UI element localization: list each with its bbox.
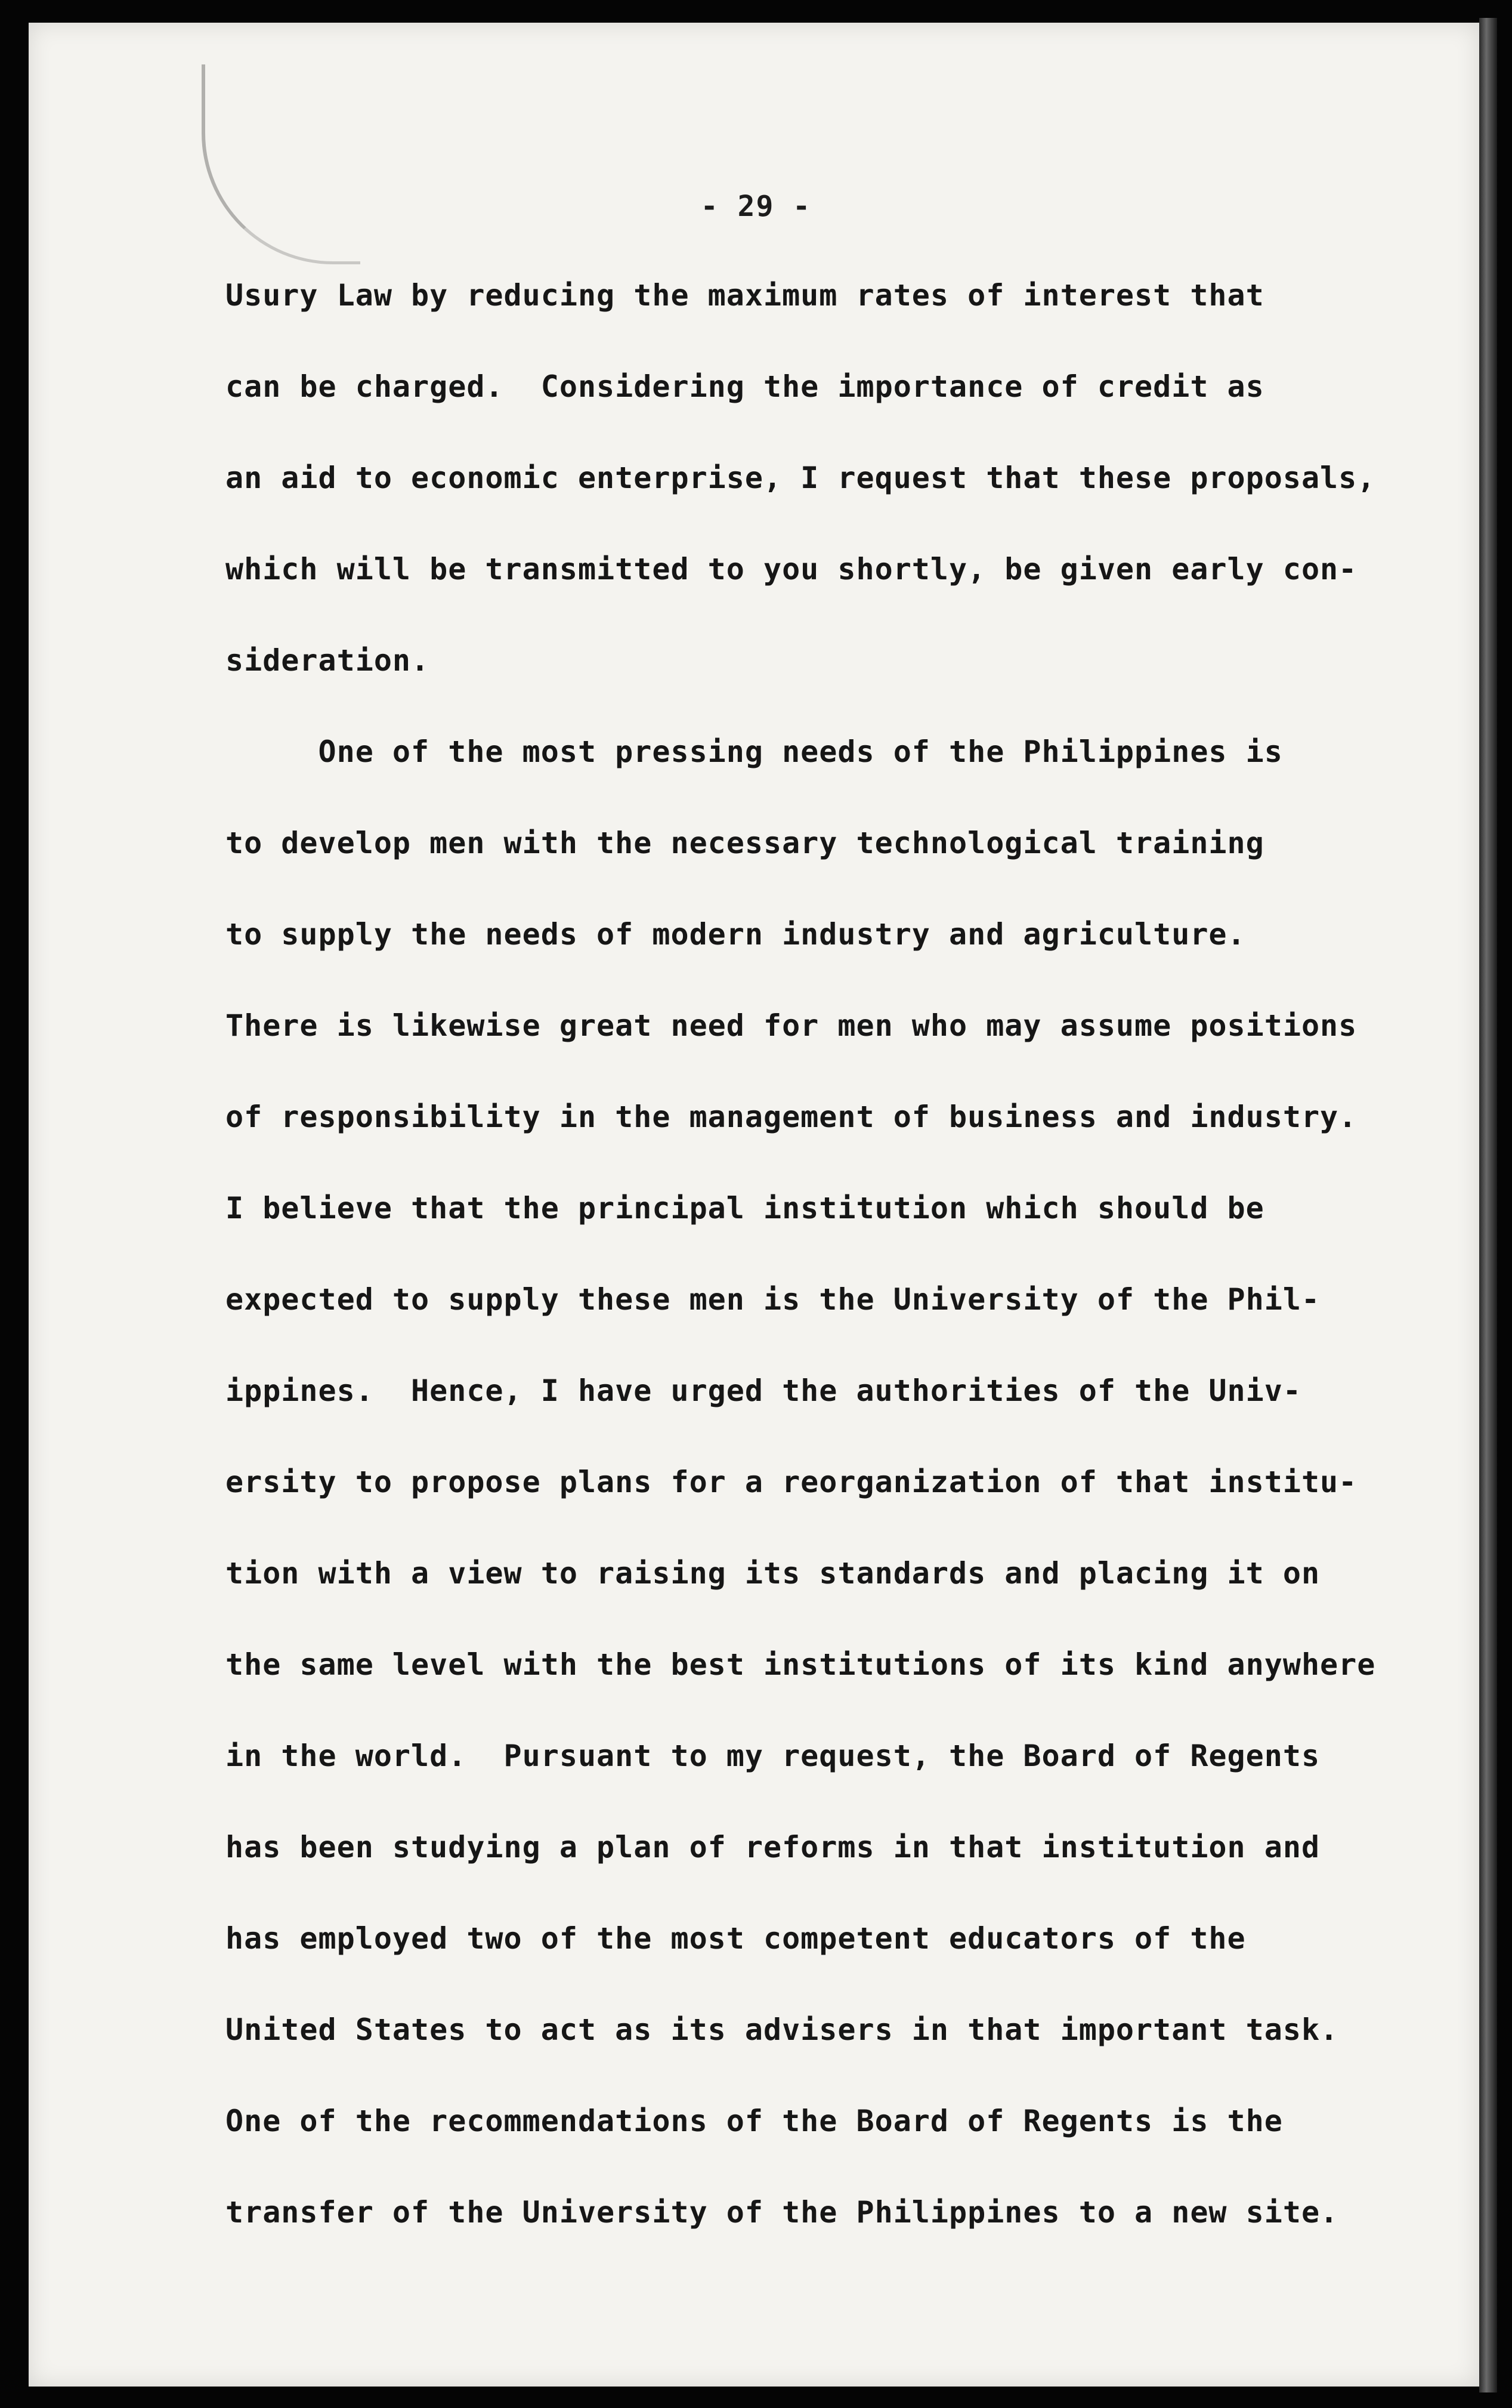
- text-line: of responsibility in the management of business and industry.: [225, 1100, 1358, 1134]
- page-edge: [1479, 18, 1497, 2392]
- text-line: has been studying a plan of reforms in that institution and: [225, 1830, 1321, 1864]
- page-smudge: [202, 64, 360, 264]
- text-line: can be charged. Considering the importance of credit as: [225, 369, 1264, 404]
- text-line: There is likewise great need for men who may assume positions: [225, 1008, 1358, 1043]
- text-line: ersity to propose plans for a reorganization of that institu-: [225, 1465, 1358, 1499]
- text-line: transfer of the University of the Philippines to a new site.: [225, 2195, 1339, 2230]
- text-line: has employed two of the most competent educators of the: [225, 1921, 1246, 1956]
- text-line: expected to supply these men is the University of the Phil-: [225, 1282, 1321, 1317]
- text-line: tion with a view to raising its standards and placing it on: [225, 1556, 1321, 1591]
- text-line: ippines. Hence, I have urged the authorities of the Univ-: [225, 1373, 1301, 1408]
- text-line: to develop men with the necessary technological training: [225, 826, 1264, 860]
- text-line: One of the recommendations of the Board of Regents is the: [225, 2104, 1283, 2138]
- page-number: - 29 -: [700, 190, 812, 223]
- text-line: I believe that the principal institution which should be: [225, 1191, 1264, 1225]
- text-line: sideration.: [225, 643, 430, 678]
- text-line: to supply the needs of modern industry and agriculture.: [225, 917, 1246, 952]
- text-line: which will be transmitted to you shortly, be given early con-: [225, 552, 1358, 586]
- text-line: One of the most pressing needs of the Philippines is: [225, 734, 1283, 769]
- text-line: Usury Law by reducing the maximum rates of interest that: [225, 278, 1264, 313]
- text-line: United States to act as its advisers in that important task.: [225, 2012, 1339, 2047]
- text-line: the same level with the best institutions of its kind anywhere: [225, 1647, 1376, 1682]
- text-line: an aid to economic enterprise, I request that these proposals,: [225, 461, 1376, 495]
- text-line: in the world. Pursuant to my request, the Board of Regents: [225, 1739, 1321, 1773]
